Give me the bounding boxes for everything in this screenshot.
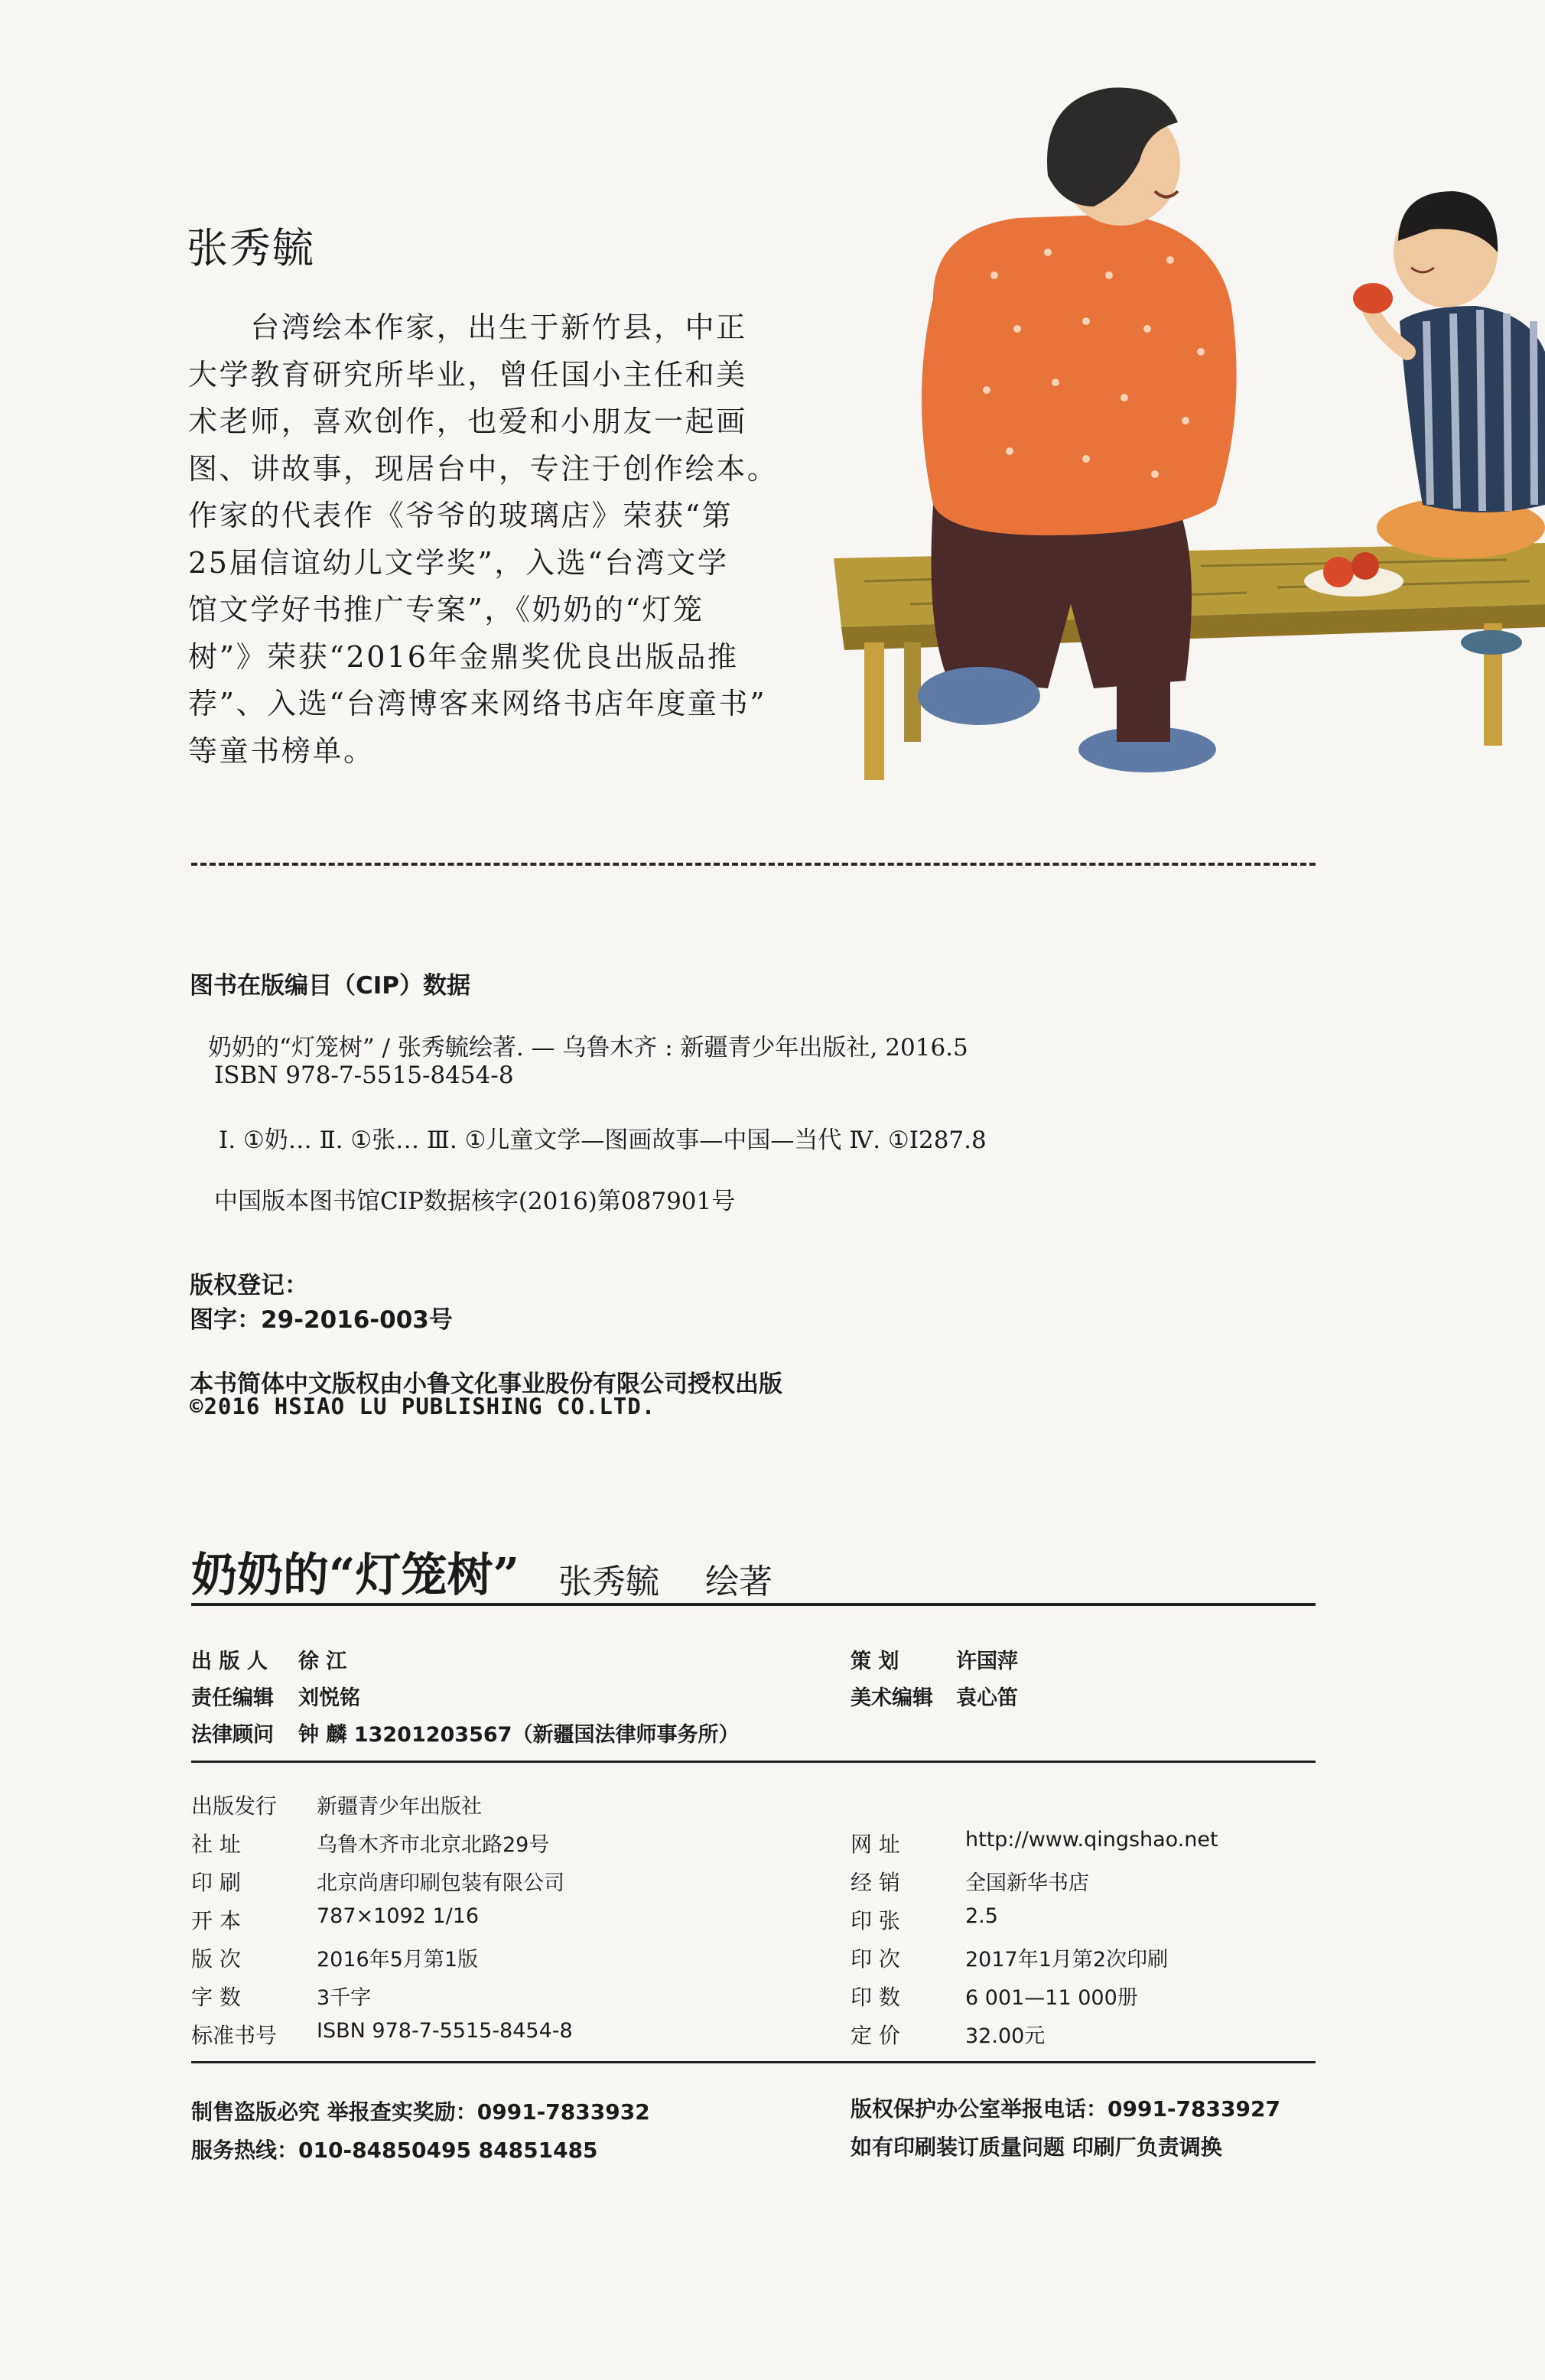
grandma-boy-bench-illustration	[818, 76, 1545, 795]
pub-value: 787×1092 1/16	[317, 1904, 480, 1928]
author-bio	[188, 304, 779, 775]
pub-label: 印 刷	[191, 1870, 241, 1895]
grandma-shirt	[922, 214, 1237, 535]
author-name: 张秀毓	[187, 224, 315, 272]
boy-shoe	[1461, 630, 1522, 655]
pub-label: 开 本	[191, 1908, 241, 1933]
credit-value: 刘悦铭	[298, 1686, 360, 1710]
pub-value: ISBN 978-7-5515-8454-8	[317, 2019, 573, 2043]
credit-label: 责任编辑	[191, 1686, 274, 1710]
title-rule	[191, 1603, 1316, 1606]
book-author: 张秀毓	[558, 1562, 659, 1601]
pub-label: 版 次	[191, 1946, 241, 1972]
antipiracy-notice: 制售盗版必究 举报查实奖励：0991-7833932	[191, 2099, 650, 2125]
section-divider	[191, 863, 1316, 866]
credit-value: 徐 江	[298, 1650, 347, 1673]
pub-label: 印 次	[851, 1946, 900, 1972]
credit-value: 钟 麟 13201203567（新疆国法律师事务所）	[298, 1723, 740, 1747]
bio-line: 树”》荣获“2016年金鼎奖优良出版品推	[188, 639, 739, 674]
cip-classification: Ⅰ. ①奶… Ⅱ. ①张… Ⅲ. ①儿童文学—图画故事—中国—当代 Ⅳ. ①I287.8	[219, 1127, 987, 1154]
credit-label: 出 版 人	[191, 1650, 268, 1673]
book-author-role: 绘著	[705, 1562, 772, 1601]
bench-leg	[864, 642, 884, 780]
pub-value: 6 001—11 000册	[965, 1986, 1138, 2010]
pub-value: 北京尚唐印刷包装有限公司	[317, 1871, 564, 1895]
bio-line: 术老师，喜欢创作，也爱和小朋友一起画	[188, 405, 747, 438]
cip-number: 中国版本图书馆CIP数据核字(2016)第087901号	[214, 1188, 736, 1215]
bio-line: 台湾绘本作家，出生于新竹县，中正	[188, 311, 747, 344]
pub-value: 2016年5月第1版	[317, 1948, 479, 1972]
credit-value: 袁心笛	[956, 1686, 1018, 1710]
credit-value: 许国萍	[956, 1650, 1018, 1673]
credit-label: 策 划	[851, 1650, 899, 1673]
pub-value: http://www.qingshao.net	[965, 1828, 1218, 1852]
cip-isbn: ISBN 978-7-5515-8454-8	[214, 1062, 514, 1089]
cip-record: 奶奶的“灯笼树” / 张秀毓绘著. — 乌鲁木齐 : 新疆青少年出版社, 2016.5	[208, 1034, 968, 1062]
pub-label: 字 数	[191, 1985, 241, 2010]
license-statement: 本书简体中文版权由小鲁文化事业股份有限公司授权出版	[190, 1370, 782, 1398]
pub-value: 全国新华书店	[965, 1871, 1089, 1895]
copyright-office-hotline: 版权保护办公室举报电话：0991-7833927	[851, 2096, 1280, 2122]
publishing-rule	[191, 2061, 1316, 2063]
pub-label: 印 张	[851, 1908, 900, 1933]
pub-label: 经 销	[851, 1870, 900, 1895]
bio-line: 图、讲故事，现居台中，专注于创作绘本。	[188, 451, 779, 486]
credits-rule	[191, 1761, 1316, 1763]
service-hotline: 服务热线：010-84850495 84851485	[191, 2138, 598, 2163]
pub-label: 定 价	[851, 2023, 900, 2048]
bio-line: 作家的代表作《爷爷的玻璃店》荣获“第	[188, 499, 733, 532]
book-title: 奶奶的“灯笼树”	[191, 1549, 520, 1602]
fruit	[1323, 557, 1354, 587]
pub-value: 2017年1月第2次印刷	[965, 1948, 1169, 1972]
pub-value: 2.5	[965, 1904, 998, 1928]
pub-value: 3千字	[317, 1986, 372, 2010]
bio-line: 25届信谊幼儿文学奖”，入选“台湾文学	[188, 545, 729, 580]
boy-shirt	[1400, 306, 1545, 512]
copyright-notice: ©2016 HSIAO LU PUBLISHING CO.LTD.	[190, 1393, 656, 1419]
grandma-shoe	[918, 667, 1040, 725]
pub-label: 社 址	[191, 1832, 241, 1857]
credit-label: 法律顾问	[191, 1723, 274, 1747]
pub-label: 出版发行	[191, 1793, 278, 1819]
bio-line: 馆文学好书推广专案”，《奶奶的“灯笼	[188, 593, 704, 626]
fruit	[1351, 552, 1379, 580]
copyright-registration: 图字：29-2016-003号	[190, 1306, 453, 1334]
bio-line: 等童书榜单。	[188, 733, 375, 768]
credit-label: 美术编辑	[851, 1686, 933, 1710]
cip-heading: 图书在版编目（CIP）数据	[190, 972, 471, 1000]
pub-value: 新疆青少年出版社	[317, 1795, 482, 1819]
pub-value: 32.00元	[965, 2024, 1046, 2048]
pub-value: 乌鲁木齐市北京北路29号	[317, 1833, 550, 1857]
fruit-in-hand	[1353, 283, 1393, 314]
bio-line: 荐”、入选“台湾博客来网络书店年度童书”	[188, 687, 767, 720]
pub-label: 标准书号	[191, 2023, 278, 2048]
copyright-heading: 版权登记：	[190, 1272, 308, 1299]
bio-line: 大学教育研究所毕业，曾任国小主任和美	[188, 357, 747, 392]
pub-label: 印 数	[851, 1985, 900, 2010]
quality-notice: 如有印刷装订质量问题 印刷厂负责调换	[851, 2135, 1222, 2160]
pub-label: 网 址	[851, 1832, 900, 1857]
